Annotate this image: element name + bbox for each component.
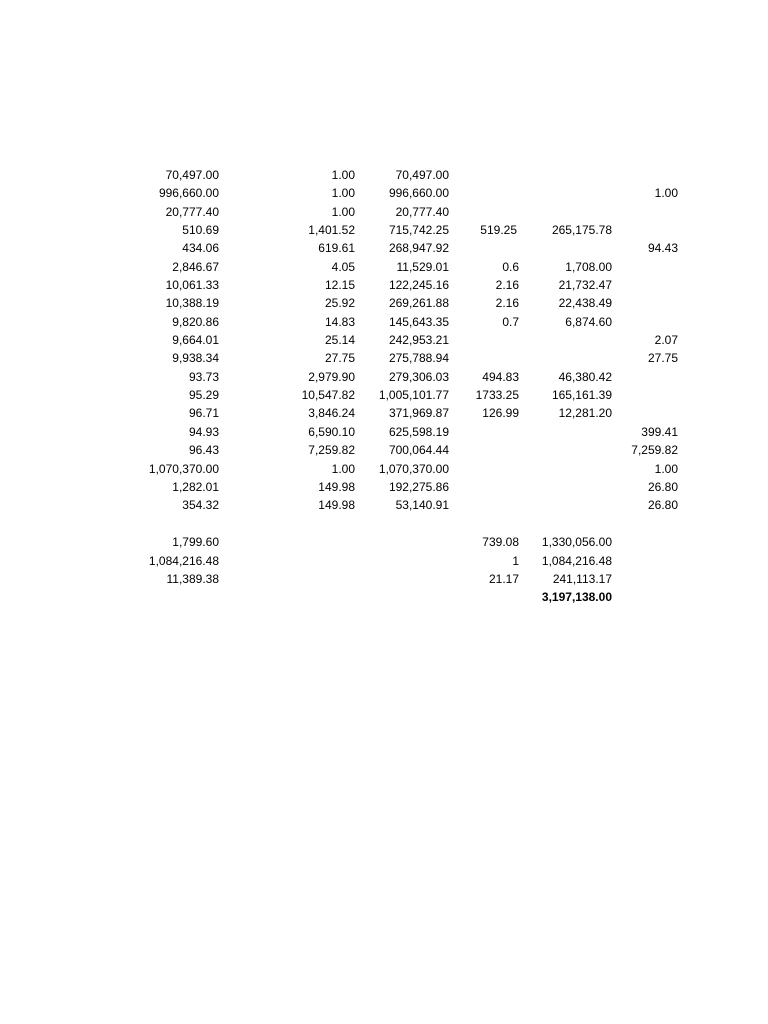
cell-col3: 53,140.91 xyxy=(395,498,449,512)
cell-col5 xyxy=(520,203,612,221)
cell-col5 xyxy=(520,423,612,441)
cell-col3: 275,788.94 xyxy=(388,351,449,365)
cell-col2: 25.14 xyxy=(324,333,355,347)
cell-col4 xyxy=(455,184,519,202)
cell-col2: 27.75 xyxy=(324,351,355,365)
cell-col3: 145,643.35 xyxy=(388,315,449,329)
table-row xyxy=(0,313,768,331)
grand-total-row xyxy=(0,588,768,606)
table-row xyxy=(0,276,768,294)
cell-col5: 6,874.60 xyxy=(565,315,612,329)
cell-col5 xyxy=(520,184,612,202)
cell-col5 xyxy=(520,239,612,257)
cell-col2: 149.98 xyxy=(318,480,355,494)
summary-cell-col1: 11,389.38 xyxy=(166,572,219,586)
cell-col6: 26.80 xyxy=(647,480,678,494)
cell-col4: 0.6 xyxy=(502,260,519,274)
cell-col4: 126.99 xyxy=(482,406,519,420)
cell-col3: 70,497.00 xyxy=(395,168,449,182)
cell-col1: 10,061.33 xyxy=(165,278,219,292)
table-row xyxy=(0,184,768,202)
cell-col4 xyxy=(455,166,519,184)
cell-col6 xyxy=(600,386,678,404)
cell-col2: 7,259.82 xyxy=(308,443,355,457)
cell-col2: 149.98 xyxy=(318,498,355,512)
cell-col6: 26.80 xyxy=(647,498,678,512)
cell-col2: 6,590.10 xyxy=(308,425,355,439)
cell-col6 xyxy=(600,313,678,331)
summary-cell-col1: 1,799.60 xyxy=(172,535,219,549)
cell-col6 xyxy=(600,258,678,276)
summary-cell-col4: 1 xyxy=(512,554,519,568)
summary-cell-col5: 1,084,216.48 xyxy=(541,554,612,568)
cell-col2: 619.61 xyxy=(318,241,355,255)
cell-col5 xyxy=(520,349,612,367)
cell-col3: 192,275.86 xyxy=(388,480,449,494)
cell-col2: 12.15 xyxy=(324,278,355,292)
table-row xyxy=(0,349,768,367)
cell-col5 xyxy=(520,460,612,478)
cell-col4 xyxy=(455,331,519,349)
cell-col1: 20,777.40 xyxy=(165,205,219,219)
cell-col4 xyxy=(455,496,519,514)
cell-col5 xyxy=(520,496,612,514)
cell-col2: 4.05 xyxy=(331,260,355,274)
summary-cell-col4: 21.17 xyxy=(488,572,519,586)
cell-col2: 10,547.82 xyxy=(301,388,355,402)
cell-col1: 996,660.00 xyxy=(158,186,219,200)
cell-col2: 2,979.90 xyxy=(308,370,355,384)
cell-col4: 0.7 xyxy=(502,315,519,329)
cell-col6 xyxy=(600,404,678,422)
cell-col3: 268,947.92 xyxy=(388,241,449,255)
cell-col2: 25.92 xyxy=(324,296,355,310)
cell-col4: 1733.25 xyxy=(475,388,519,402)
cell-col5: 21,732.47 xyxy=(558,278,612,292)
cell-col2: 1.00 xyxy=(331,205,355,219)
summary-cell-col1: 1,084,216.48 xyxy=(148,554,219,568)
summary-cell-col4: 739.08 xyxy=(482,535,519,549)
cell-col5: 12,281.20 xyxy=(558,406,612,420)
cell-col1: 434.06 xyxy=(182,241,219,255)
cell-col3: 11,529.01 xyxy=(396,260,449,274)
cell-col1: 1,282.01 xyxy=(172,480,219,494)
cell-col3: 269,261.88 xyxy=(388,296,449,310)
cell-col6 xyxy=(600,276,678,294)
table-row xyxy=(0,258,768,276)
cell-col6: 27.75 xyxy=(647,351,678,365)
cell-col1: 510.69 xyxy=(182,223,219,237)
cell-col5 xyxy=(520,166,612,184)
cell-col3: 700,064.44 xyxy=(388,443,449,457)
table-row xyxy=(0,496,768,514)
table-row xyxy=(0,294,768,312)
cell-col3: 715,742.25 xyxy=(388,223,449,237)
cell-col4 xyxy=(455,239,519,257)
cell-col6 xyxy=(600,203,678,221)
cell-col6: 2.07 xyxy=(654,333,678,347)
cell-col6: 399.41 xyxy=(641,425,678,439)
cell-col5: 1,708.00 xyxy=(565,260,612,274)
cell-col4: 494.83 xyxy=(482,370,519,384)
cell-col5 xyxy=(520,331,612,349)
cell-col5: 265,175.78 xyxy=(551,223,612,237)
summary-row xyxy=(0,570,768,588)
table-row xyxy=(0,441,768,459)
cell-col3: 371,969.87 xyxy=(388,406,449,420)
cell-col4: 2.16 xyxy=(495,278,519,292)
cell-col5 xyxy=(520,478,612,496)
cell-col1: 96.71 xyxy=(188,406,219,420)
table-row xyxy=(0,423,768,441)
cell-col4: 519.25 xyxy=(480,223,517,237)
cell-col3: 242,953.21 xyxy=(388,333,449,347)
cell-col3: 20,777.40 xyxy=(395,205,449,219)
cell-col3: 1,005,101.77 xyxy=(378,388,449,402)
cell-col1: 95.29 xyxy=(188,388,219,402)
cell-col6: 94.43 xyxy=(647,241,678,255)
cell-col3: 625,598.19 xyxy=(388,425,449,439)
cell-col1: 2,846.67 xyxy=(172,260,219,274)
cell-col4: 2.16 xyxy=(495,296,519,310)
cell-col3: 122,245.16 xyxy=(388,278,449,292)
cell-col6 xyxy=(600,294,678,312)
cell-col1: 10,388.19 xyxy=(165,296,219,310)
cell-col3: 1,070,370.00 xyxy=(378,462,449,476)
cell-col2: 3,846.24 xyxy=(308,406,355,420)
cell-col4 xyxy=(455,441,519,459)
cell-col1: 354.32 xyxy=(182,498,219,512)
cell-col3: 996,660.00 xyxy=(388,186,449,200)
table-row xyxy=(0,331,768,349)
cell-col4 xyxy=(455,423,519,441)
table-row xyxy=(0,203,768,221)
summary-row xyxy=(0,533,768,551)
table-row xyxy=(0,221,768,239)
cell-col6: 7,259.82 xyxy=(631,443,678,457)
cell-col6 xyxy=(600,368,678,386)
cell-col6: 1.00 xyxy=(654,462,678,476)
grand-total: 3,197,138.00 xyxy=(541,590,612,604)
summary-cell-col5: 1,330,056.00 xyxy=(541,535,612,549)
cell-col4 xyxy=(455,460,519,478)
cell-col6 xyxy=(600,221,678,239)
summary-cell-col5: 241,113.17 xyxy=(552,572,612,586)
cell-col1: 1,070,370.00 xyxy=(148,462,219,476)
cell-col1: 9,664.01 xyxy=(172,333,219,347)
table-row xyxy=(0,386,768,404)
cell-col2: 1,401.52 xyxy=(308,223,355,237)
cell-col4 xyxy=(455,203,519,221)
cell-col5: 22,438.49 xyxy=(558,296,612,310)
cell-col2: 1.00 xyxy=(331,168,355,182)
table-row xyxy=(0,368,768,386)
cell-col1: 9,820.86 xyxy=(172,315,219,329)
table-row xyxy=(0,166,768,184)
cell-col2: 1.00 xyxy=(331,186,355,200)
cell-col6 xyxy=(600,166,678,184)
cell-col1: 9,938.34 xyxy=(172,351,219,365)
table-row xyxy=(0,460,768,478)
cell-col2: 14.83 xyxy=(324,315,355,329)
table-row xyxy=(0,478,768,496)
cell-col2: 1.00 xyxy=(331,462,355,476)
cell-col6: 1.00 xyxy=(654,186,678,200)
cell-col3: 279,306.03 xyxy=(388,370,449,384)
summary-row xyxy=(0,552,768,570)
table-row xyxy=(0,239,768,257)
cell-col4 xyxy=(455,349,519,367)
cell-col5 xyxy=(520,441,612,459)
cell-col5: 46,380.42 xyxy=(558,370,612,384)
cell-col1: 96.43 xyxy=(188,443,219,457)
cell-col4 xyxy=(455,478,519,496)
table-row xyxy=(0,404,768,422)
cell-col1: 94.93 xyxy=(188,425,219,439)
cell-col5: 165,161.39 xyxy=(551,388,612,402)
cell-col1: 93.73 xyxy=(188,370,219,384)
cell-col1: 70,497.00 xyxy=(165,168,219,182)
